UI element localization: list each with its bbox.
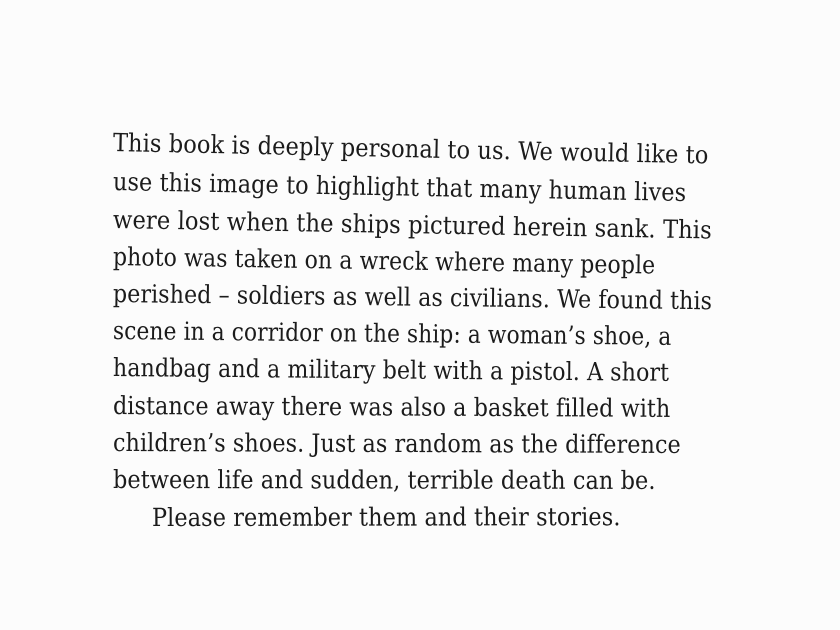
text-line: use this image to highlight that many human lives (112, 167, 687, 208)
text-line: handbag and a military belt with a pistol. A short (112, 353, 670, 387)
text-line: perished – soldiers as well as civilians. We found this (112, 279, 713, 316)
text-line: were lost when the ships pictured herein sank. This (112, 205, 713, 245)
text-line: between life and sudden, terrible death can be. (112, 465, 656, 495)
text-line: children’s shoes. Just as random as the difference (112, 428, 681, 459)
closing-line: Please remember them and their stories. (151, 502, 621, 532)
text-line: photo was taken on a wreck where many people (112, 242, 656, 280)
text-line: scene in a corridor on the ship: a woman’s shoe, a (112, 316, 672, 351)
text-line: This book is deeply personal to us. We would like to (112, 128, 709, 170)
text-line: distance away there was also a basket filled with (112, 391, 671, 423)
